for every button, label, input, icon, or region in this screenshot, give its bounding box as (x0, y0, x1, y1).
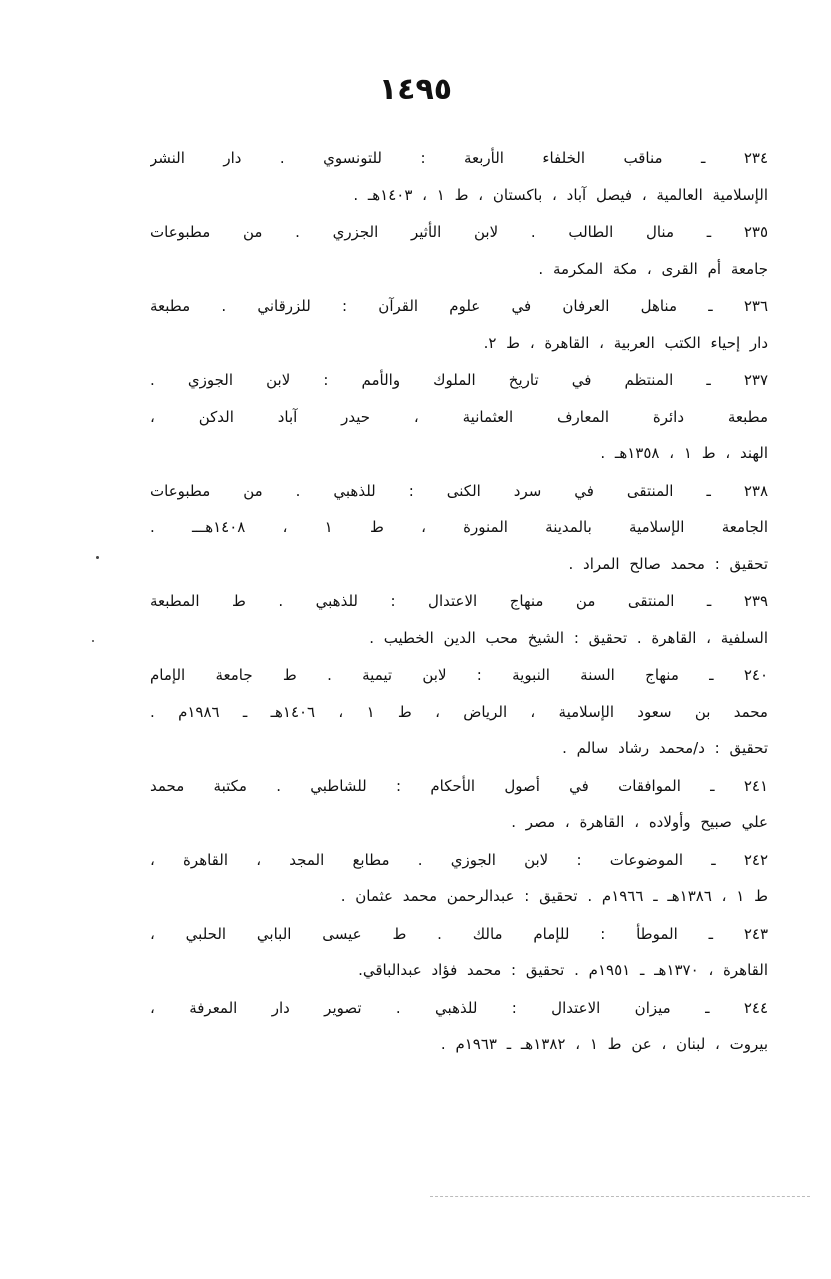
entry-line: السلفية ، القاهرة . تحقيق : الشيخ محب الدين الخطيب . (369, 628, 768, 647)
entry-line: محمد بن سعود الإسلامية ، الرياض ، ط ١ ، ١٤٠٦هـ ـ ١٩٨٦م . (150, 702, 768, 721)
entry-line: دار إحياء الكتب العربية ، القاهرة ، ط ٢. (483, 333, 768, 352)
entry-line: ٢٣٨ ـ المنتقى في سرد الكنى : للذهبي . من مطبوعات (150, 481, 768, 500)
entry-line: ٢٣٧ ـ المنتظم في تاريخ الملوك والأمم : لابن الجوزي . (150, 371, 768, 389)
bibliography-entry (150, 214, 768, 287)
bibliography-entry (150, 288, 768, 361)
bibliography-entry (150, 583, 768, 656)
entry-line: القاهرة ، ١٣٧٠هـ ـ ١٩٥١م . تحقيق : محمد فؤاد عبدالباقي. (358, 961, 768, 979)
bibliography-entry (150, 362, 768, 472)
entry-line: تحقيق : محمد صالح المراد . (568, 554, 768, 573)
scan-speck (92, 640, 94, 642)
entry-line: ٢٤١ ـ الموافقات في أصول الأحكام : للشاطبي . مكتبة محمد (150, 776, 768, 795)
entry-line: ٢٤٤ ـ ميزان الاعتدال : للذهبي . تصوير دار المعرفة ، (150, 998, 768, 1017)
entry-line: ط ١ ، ١٣٨٦هـ ـ ١٩٦٦م . تحقيق : عبدالرحمن محمد عثمان . (340, 887, 768, 905)
entry-line: ٢٣٩ ـ المنتقى من منهاج الاعتدال : للذهبي . ط المطبعة (150, 592, 768, 610)
entry-line: ٢٤٣ ـ الموطأ : للإمام مالك . ط عيسى البابي الحلبي ، (150, 924, 768, 943)
entry-line: ٢٣٤ ـ مناقب الخلفاء الأربعة : للتونسوي . دار النشر (150, 149, 768, 167)
bibliography-entry (150, 473, 768, 583)
entry-line: علي صبيح وأولاده ، القاهرة ، مصر . (511, 813, 768, 831)
bibliography-list (150, 140, 768, 1064)
scan-speck (96, 556, 99, 559)
bibliography-entry (150, 657, 768, 767)
entry-line: مطبعة دائرة المعارف العثمانية ، حيدر آباد الدكن ، (150, 407, 768, 426)
entry-line: ٢٣٥ ـ منال الطالب . لابن الأثير الجزري . من مطبوعات (150, 223, 768, 241)
entry-line: جامعة أم القرى ، مكة المكرمة . (538, 259, 768, 278)
scan-edge-rule (430, 1196, 810, 1197)
page-number: ١٤٩٥ (378, 72, 453, 107)
entry-line: ٢٤٠ ـ منهاج السنة النبوية : لابن تيمية . ط جامعة الإمام (150, 666, 768, 684)
entry-line: الإسلامية العالمية ، فيصل آباد ، باكستان ، ط ١ ، ١٤٠٣هـ . (353, 185, 768, 204)
entry-line: الجامعة الإسلامية بالمدينة المنورة ، ط ١ ، ١٤٠٨هـــ . (150, 518, 768, 536)
bibliography-entry (150, 916, 768, 989)
bibliography-entry (150, 842, 768, 915)
entry-line: ٢٣٦ ـ مناهل العرفان في علوم القرآن : للزرقاني . مطبعة (150, 297, 768, 315)
entry-line: ٢٤٢ ـ الموضوعات : لابن الجوزي . مطابع المجد ، القاهرة ، (150, 850, 768, 869)
entry-line: بيروت ، لبنان ، عن ط ١ ، ١٣٨٢هـ ـ ١٩٦٣م . (440, 1035, 768, 1053)
bibliography-entry (150, 768, 768, 841)
bibliography-entry (150, 990, 768, 1063)
entry-line: الهند ، ط ١ ، ١٣٥٨هـ . (600, 444, 768, 462)
entry-line: تحقيق : د/محمد رشاد سالم . (562, 739, 768, 757)
bibliography-entry (150, 140, 768, 213)
